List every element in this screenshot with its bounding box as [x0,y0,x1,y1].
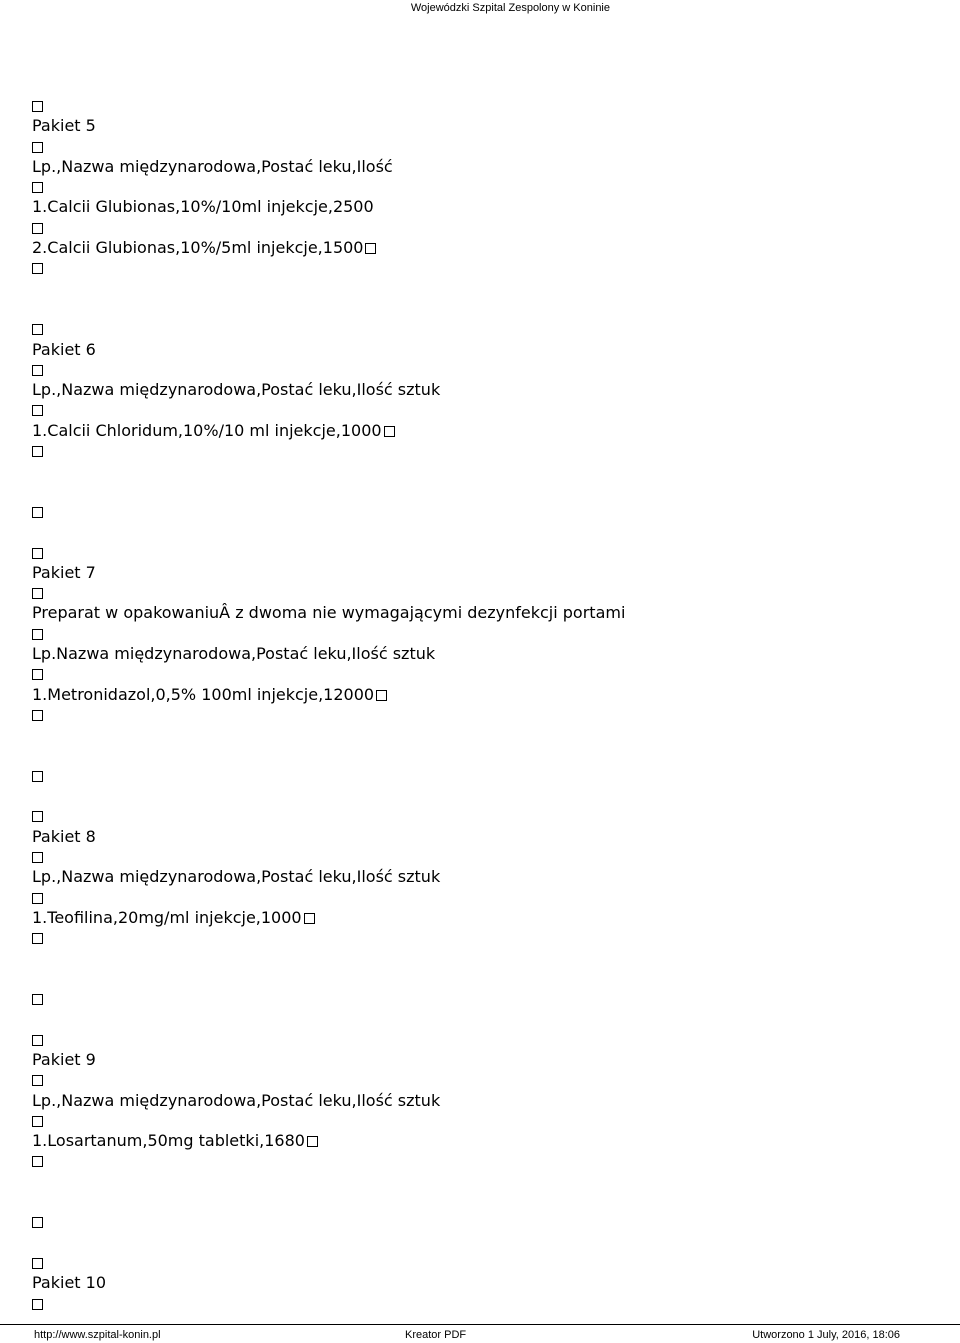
missing-glyph-icon [32,1116,43,1127]
text-line [32,522,932,542]
text-line [32,603,932,623]
footer-created: Utworzono 1 July, 2016, 18:06 [752,1329,900,1341]
placeholder-glyph-line [32,1294,932,1314]
placeholder-glyph-line [32,766,932,786]
missing-glyph-icon [32,994,43,1005]
missing-glyph-icon [32,446,43,457]
line-text: 1.Metronidazol,0,5% 100ml injekcje,12000 [32,684,375,704]
line-text: 1.Losartanum,50mg tabletki,1680 [32,1131,305,1151]
text-line [32,299,932,319]
placeholder-glyph-line [32,218,932,238]
placeholder-glyph-line [32,989,932,1009]
text-line [32,969,932,989]
text-line [32,644,932,664]
missing-glyph-icon [32,324,43,335]
missing-glyph-icon [32,142,43,153]
text-line [32,563,932,583]
placeholder-glyph-line [32,1151,932,1171]
placeholder-glyph-line [32,177,932,197]
placeholder-glyph-line [32,319,932,339]
text-line [32,1233,932,1253]
missing-glyph-icon [32,629,43,640]
header-title: Wojewódzki Szpital Zespolony w Koninie [410,2,610,14]
text-line [32,827,932,847]
text-line [32,340,932,360]
line-text: Lp.,Nazwa międzynarodowa,Postać leku,Ilość sztuk [32,380,441,400]
text-line [32,421,932,441]
missing-glyph-icon [32,710,43,721]
placeholder-glyph-line [32,1111,932,1131]
missing-glyph-icon [376,690,387,701]
line-text: Pakiet 5 [32,116,96,136]
missing-glyph-icon [32,101,43,112]
text-line [32,1050,932,1070]
placeholder-glyph-line [32,360,932,380]
placeholder-glyph-line [32,441,932,461]
text-line [32,1091,932,1111]
placeholder-glyph-line [32,1253,932,1273]
missing-glyph-icon [32,771,43,782]
placeholder-glyph-line [32,928,932,948]
text-line [32,786,932,806]
missing-glyph-icon [32,405,43,416]
missing-glyph-icon [304,913,315,924]
text-line [32,197,932,217]
line-text: Lp.,Nazwa międzynarodowa,Postać leku,Ilość sztuk [32,867,441,887]
text-line [32,116,932,136]
missing-glyph-icon [32,852,43,863]
line-text: 2.Calcii Glubionas,10%/5ml injekcje,1500 [32,238,364,258]
line-text: Pakiet 9 [32,1049,96,1069]
missing-glyph-icon [32,811,43,822]
text-line [32,1192,932,1212]
missing-glyph-icon [32,1156,43,1167]
missing-glyph-icon [32,1299,43,1310]
line-text: 1.Calcii Chloridum,10%/10 ml injekcje,1000 [32,420,382,440]
text-line [32,908,932,928]
document-body [32,96,932,1314]
placeholder-glyph-line [32,543,932,563]
text-line [32,482,932,502]
text-line [32,685,932,705]
text-line [32,948,932,968]
placeholder-glyph-line [32,400,932,420]
placeholder-glyph-line [32,96,932,116]
text-line [32,380,932,400]
page-footer [0,1324,960,1342]
placeholder-glyph-line [32,583,932,603]
missing-glyph-icon [32,223,43,234]
line-text: Lp.,Nazwa międzynarodowa,Postać leku,Ilość sztuk [32,1090,441,1110]
missing-glyph-icon [32,365,43,376]
text-line [32,279,932,299]
placeholder-glyph-line [32,888,932,908]
line-text: 1.Teofilina,20mg/ml injekcje,1000 [32,907,302,927]
footer-generator: Kreator PDF [405,1329,467,1341]
text-line [32,461,932,481]
missing-glyph-icon [32,669,43,680]
text-line [32,157,932,177]
placeholder-glyph-line [32,806,932,826]
missing-glyph-icon [365,243,376,254]
placeholder-glyph-line [32,664,932,684]
placeholder-glyph-line [32,1212,932,1232]
line-text: Lp.,Nazwa międzynarodowa,Postać leku,Ilość [32,156,393,176]
placeholder-glyph-line [32,1070,932,1090]
missing-glyph-icon [32,933,43,944]
line-text: Lp.Nazwa międzynarodowa,Postać leku,Ilość sztuk [32,644,436,664]
placeholder-glyph-line [32,137,932,157]
line-text: Pakiet 10 [32,1273,107,1293]
page-header [0,0,960,16]
line-text: Pakiet 7 [32,562,96,582]
missing-glyph-icon [307,1136,318,1147]
text-line [32,238,932,258]
missing-glyph-icon [32,1035,43,1046]
missing-glyph-icon [32,548,43,559]
footer-url[interactable]: http://www.szpital-konin.pl [34,1329,161,1341]
text-line [32,1131,932,1151]
placeholder-glyph-line [32,705,932,725]
text-line [32,1172,932,1192]
missing-glyph-icon [32,588,43,599]
line-text: Pakiet 6 [32,339,96,359]
missing-glyph-icon [32,507,43,518]
line-text: 1.Calcii Glubionas,10%/10ml injekcje,2500 [32,197,374,217]
missing-glyph-icon [32,263,43,274]
missing-glyph-icon [32,1258,43,1269]
text-line [32,1273,932,1293]
missing-glyph-icon [32,1217,43,1228]
missing-glyph-icon [384,426,395,437]
placeholder-glyph-line [32,624,932,644]
missing-glyph-icon [32,182,43,193]
placeholder-glyph-line [32,502,932,522]
text-line [32,1009,932,1029]
text-line [32,725,932,745]
missing-glyph-icon [32,893,43,904]
placeholder-glyph-line [32,847,932,867]
line-text: Pakiet 8 [32,826,96,846]
line-text: Preparat w opakowaniuÂ z dwoma nie wymagającymi dezynfekcji portami [32,603,626,623]
placeholder-glyph-line [32,1030,932,1050]
text-line [32,867,932,887]
missing-glyph-icon [32,1075,43,1086]
placeholder-glyph-line [32,258,932,278]
text-line [32,746,932,766]
